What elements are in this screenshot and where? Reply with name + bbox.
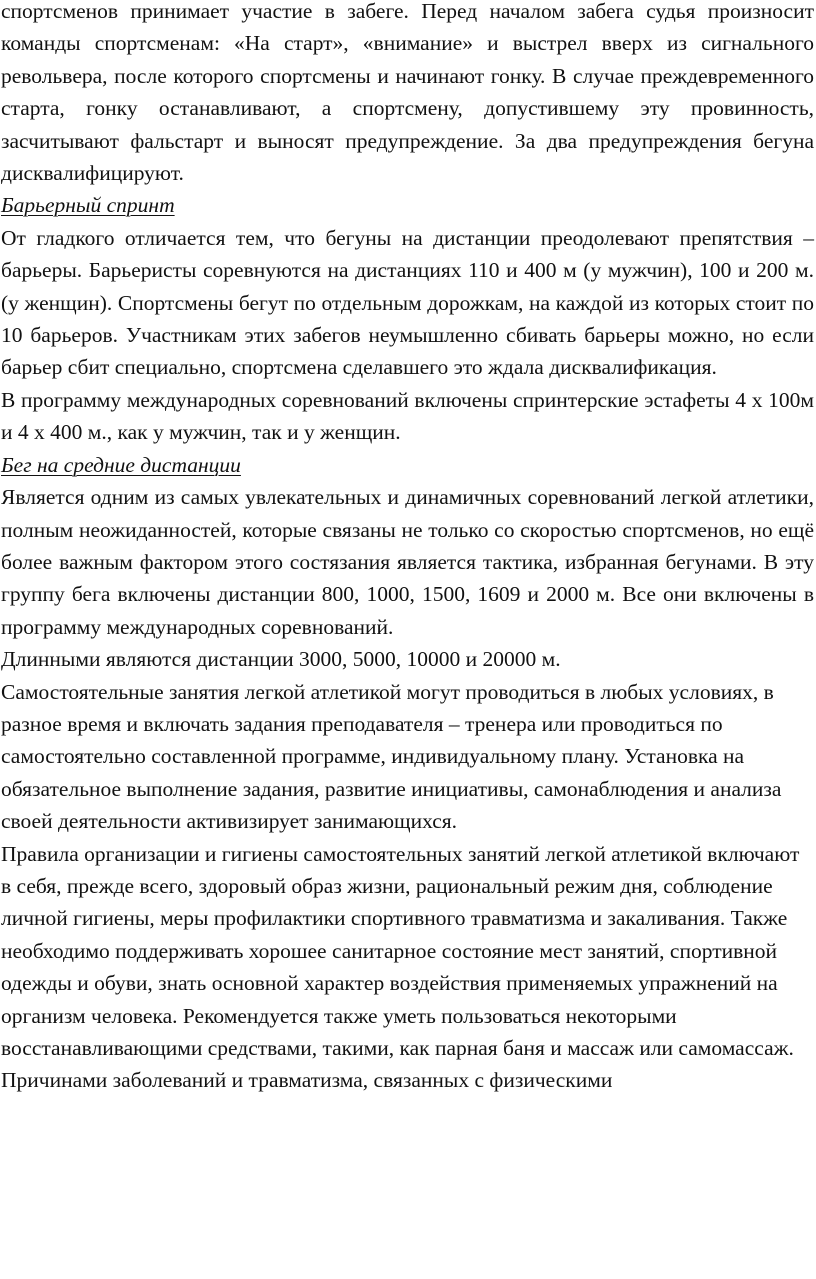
heading-hurdle-sprint: Барьерный спринт [1, 193, 175, 218]
paragraph-start-commands: спортсменов принимает участие в забеге. Перед началом забега судья произносит команды спортсменам: «На старт», «внимание» и выстрел вверх из сигнального револьвера, после которого спортсмены и начинают гонку. В случае преждевременного старта, гонку останавливают, а спортсмену, допустившему эту провинность, засчитывают фальстарт и выносят предупреждение. За два предупреждения бегуна дисквалифицируют. [1, 0, 814, 186]
heading-middle-distance: Бег на средние дистанции [1, 452, 241, 477]
paragraph-hurdles: От гладкого отличается тем, что бегуны на дистанции преодолевают препятствия – барьеры. Барьеристы соревнуются на дистанциях 110 и 400 м (у мужчин), 100 и 200 м. (у женщин). Спортсмены бегут по отдельным дорожкам, на каждой из которых стоит по 10 барьеров. Участникам этих забегов неумышленно сбивать барьеры можно, но если барьер сбит специально, спортсмена сделавшего это ждала дисквалификация. [1, 225, 814, 380]
paragraph-long-distance: Длинными являются дистанции 3000, 5000, 10000 и 20000 м. [1, 647, 561, 672]
paragraph-middle-distance: Является одним из самых увлекательных и динамичных соревнований легкой атлетики, полным неожиданностей, которые связаны не только со скоростью спортсменов, но ещё более важным фактором этого состязания является тактика, избранная бегунами. В эту группу бега включены дистанции 800, 1000, 1500, 1609 и 2000 м. Все они включены в программу международных соревнований. [1, 485, 814, 639]
paragraph-hygiene-rules: Правила организации и гигиены самостоятельных занятий легкой атлетикой включают в себя, прежде всего, здоровый образ жизни, рациональный режим дня, соблюдение личной гигиены, меры профилактики спортивного травматизма и закаливания. Также необходимо поддерживать хорошее санитарное состояние мест занятий, спортивной одежды и обуви, знать основной характер воздействия применяемых упражнений на организм человека. Рекомендуется также уметь пользоваться некоторыми восстанавливающими средствами, такими, как парная баня и массаж или самомассаж. [1, 841, 800, 1060]
paragraph-relays: В программу международных соревнований включены спринтерские эстафеты 4 х 100м и 4 х 400 м., как у мужчин, так и у женщин. [1, 387, 814, 445]
paragraph-injury-causes: Причинами заболеваний и травматизма, связанных с физическими [1, 1068, 613, 1093]
paragraph-self-training: Самостоятельные занятия легкой атлетикой могут проводиться в любых условиях, в разное время и включать задания преподавателя – тренера или проводиться по самостоятельно составленной программе, индивидуальному плану. Установка на обязательное выполнение задания, развитие инициативы, самонаблюдения и анализа своей деятельности активизирует занимающихся. [1, 679, 782, 834]
